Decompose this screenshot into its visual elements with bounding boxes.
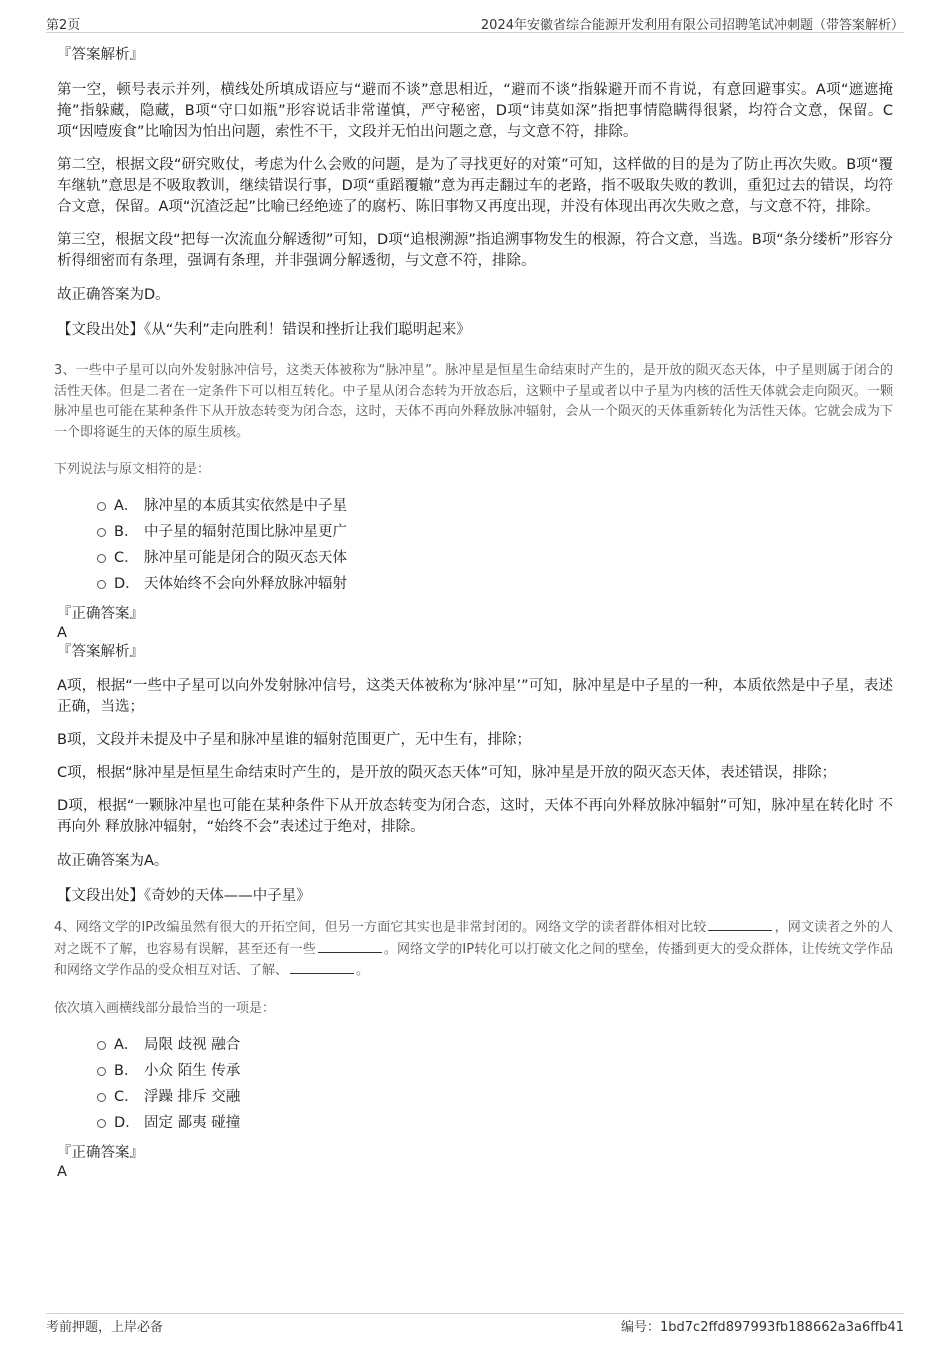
document-code: 编号：1bd7c2ffd897993fb188662a3a6ffb41 bbox=[621, 1320, 904, 1335]
option-letter: B． bbox=[114, 1062, 139, 1079]
page-footer bbox=[46, 1313, 904, 1335]
q3-option-d[interactable] bbox=[57, 571, 893, 597]
q4-prompt: 依次填入画横线部分最恰当的一项是： bbox=[54, 1000, 276, 1016]
q4-stem-part: ，网文读者之外的人对之既不了解，也容易有误解，甚至还有一些 bbox=[54, 920, 893, 957]
q2-source: 【文段出处】《从“失利”走向胜利！错误和挫折让我们聪明起来》 bbox=[57, 322, 471, 338]
question-4 bbox=[54, 917, 893, 1182]
q4-correct-answer: A bbox=[57, 1163, 67, 1180]
option-text: 天体始终不会向外释放脉冲辐射 bbox=[144, 576, 347, 592]
q2-analysis-paragraph: 第三空，根据文段“把每一次流血分解透彻”可知，D项“追根溯源”指追溯事物发生的根源，符合文意，当选。B项“条分缕析”形容分析得细密而有条理，强调有条理，并非强调分解透彻，与文意不符，排除。 bbox=[57, 232, 893, 269]
q3-analysis-paragraph: D项，根据“一颗脉冲星也可能在某种条件下从开放态转变为闭合态，这时，天体不再向外释放脉冲辐射”可知，脉冲星在转化时 不再向外 释放脉冲辐射，“始终不会”表述过于绝对，排除。 bbox=[57, 798, 893, 835]
radio-icon[interactable] bbox=[97, 1093, 106, 1102]
option-letter: C． bbox=[114, 550, 139, 566]
option-letter: B． bbox=[114, 524, 139, 540]
option-text: 局限 歧视 融合 bbox=[144, 1036, 241, 1053]
radio-icon[interactable] bbox=[97, 1119, 106, 1128]
q3-correct-heading: 『正确答案』 bbox=[57, 606, 144, 622]
q3-option-a[interactable] bbox=[57, 493, 893, 519]
q3-analysis-paragraph: B项，文段并未提及中子星和脉冲星谁的辐射范围更广，无中生有，排除； bbox=[57, 732, 531, 748]
q4-options bbox=[57, 1032, 893, 1136]
q3-conclusion: 故正确答案为A。 bbox=[57, 853, 169, 869]
q4-stem-part: 4、网络文学的IP改编虽然有很大的开拓空间，但另一方面它其实也是非常封闭的。网络文学的读者群体相对比较 bbox=[54, 920, 707, 935]
fill-blank bbox=[708, 917, 772, 931]
q4-correct-heading: 『正确答案』 bbox=[57, 1144, 144, 1161]
q3-stem: 3、一些中子星可以向外发射脉冲信号，这类天体被称为“脉冲星”。脉冲星是恒星生命结束时产生的，是开放的陨灭态天体，中子星则属于闭合的活性天体。但是二者在一定条件下可以相互转化。中子星从闭合态转为开放态后，这颗中子星或者以中子星为内核的活性天体就会走向陨灭。一颗脉冲星也可能在某种条件下从开放态转变为闭合态，这时，天体不再向外释放脉冲辐射，会从一个陨灭的天体重新转化为活性天体。它就会成为下一个即将诞生的天体的原生质核。 bbox=[54, 363, 893, 440]
option-text: 脉冲星的本质其实依然是中子星 bbox=[144, 498, 347, 514]
page-content bbox=[54, 45, 893, 1182]
q2-analysis-paragraph: 第二空，根据文段“研究败仗，考虑为什么会败的问题，是为了寻找更好的对策”可知，这样做的目的是为了防止再次失败。B项“覆车继轨”意思是不吸取教训，继续错误行事，D项“重蹈覆辙”意为再走翻过车的老路，指不吸取失败的教训，重犯过去的错误，均符合文意，保留。A项“沉渣泛起”比喻已经绝迹了的腐朽、陈旧事物又再度出现，并没有体现出再次失败之意，与文意不符，排除。 bbox=[57, 157, 893, 215]
q4-option-b[interactable] bbox=[57, 1058, 893, 1084]
radio-icon[interactable] bbox=[97, 580, 106, 589]
q4-option-d[interactable] bbox=[57, 1110, 893, 1136]
page-header bbox=[46, 14, 904, 33]
option-text: 固定 鄙夷 碰撞 bbox=[144, 1114, 241, 1131]
option-text: 小众 陌生 传承 bbox=[144, 1062, 241, 1079]
q4-option-a[interactable] bbox=[57, 1032, 893, 1058]
q3-options bbox=[57, 493, 893, 597]
option-text: 脉冲星可能是闭合的陨灭态天体 bbox=[144, 550, 347, 566]
q3-option-c[interactable] bbox=[57, 545, 893, 571]
radio-icon[interactable] bbox=[97, 502, 106, 511]
question-3 bbox=[54, 361, 893, 907]
radio-icon[interactable] bbox=[97, 528, 106, 537]
q4-option-c[interactable] bbox=[57, 1084, 893, 1110]
q3-option-b[interactable] bbox=[57, 519, 893, 545]
q3-correct-answer: A bbox=[57, 625, 67, 641]
document-title: 2024年安徽省综合能源开发利用有限公司招聘笔试冲刺题（带答案解析） bbox=[480, 18, 904, 33]
fill-blank bbox=[318, 939, 382, 953]
page-number: 第2页 bbox=[46, 18, 81, 33]
q3-analysis-paragraph: A项，根据“一些中子星可以向外发射脉冲信号，这类天体被称为‘脉冲星’”可知，脉冲星是中子星的一种，本质依然是中子星，表述正确，当选； bbox=[57, 678, 893, 715]
q3-source: 【文段出处】《奇妙的天体——中子星》 bbox=[57, 888, 311, 904]
option-letter: C． bbox=[114, 1088, 139, 1105]
q2-conclusion: 故正确答案为D。 bbox=[57, 287, 170, 303]
q4-stem bbox=[54, 917, 893, 982]
option-letter: A． bbox=[114, 1036, 139, 1053]
q3-prompt: 下列说法与原文相符的是： bbox=[54, 462, 211, 477]
radio-icon[interactable] bbox=[97, 1041, 106, 1050]
radio-icon[interactable] bbox=[97, 554, 106, 563]
q2-analysis-paragraph: 第一空，顿号表示并列，横线处所填成语应与“避而不谈”意思相近，“避而不谈”指躲避开而不肯说，有意回避事实。A项“遮遮掩掩”指躲藏，隐藏，B项“守口如瓶”形容说话非常谨慎，严守秘密，D项“讳莫如深”指把事情隐瞒得很紧，均符合文意，保留。C项“因噎废食”比喻因为怕出问题，索性不干，文段并无怕出问题之意，与文意不符，排除。 bbox=[57, 82, 893, 140]
fill-blank bbox=[290, 960, 354, 974]
option-letter: D． bbox=[114, 1114, 140, 1131]
q4-stem-part: 。 bbox=[356, 963, 370, 978]
q4-stem-part: 。网络文学的IP转化可以打破文化之间的壁垒，传播到更大的受众群体，让传统文学作品和网络文学作品的受众相互对话、了解、 bbox=[54, 941, 893, 978]
q2-analysis-section bbox=[57, 45, 893, 341]
footer-slogan: 考前押题，上岸必备 bbox=[46, 1320, 164, 1335]
option-letter: D． bbox=[114, 576, 140, 592]
radio-icon[interactable] bbox=[97, 1067, 106, 1076]
q3-analysis-paragraph: C项，根据“脉冲星是恒星生命结束时产生的，是开放的陨灭态天体”可知，脉冲星是开放的陨灭态天体，表述错误，排除； bbox=[57, 765, 837, 781]
option-letter: A． bbox=[114, 498, 139, 514]
option-text: 浮躁 排斥 交融 bbox=[144, 1088, 241, 1105]
q3-analysis-heading: 『答案解析』 bbox=[57, 644, 144, 660]
q2-analysis-heading: 『答案解析』 bbox=[57, 47, 144, 63]
option-text: 中子星的辐射范围比脉冲星更广 bbox=[144, 524, 347, 540]
